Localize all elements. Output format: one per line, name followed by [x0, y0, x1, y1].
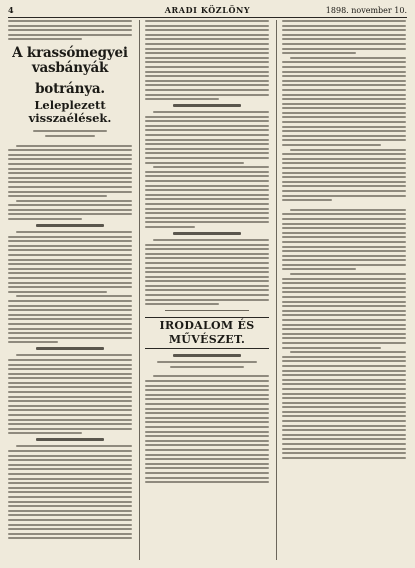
section-banner: IRODALOM ÉS MŰVÉSZET. [145, 317, 269, 349]
column-1 [8, 20, 132, 560]
masthead [8, 5, 407, 18]
article-subheadline: Leleplezett visszaélések. [28, 98, 112, 126]
column-2 [145, 20, 269, 560]
section-body [145, 354, 269, 483]
text-block [8, 20, 132, 40]
article-body [8, 130, 132, 539]
article-headline-cont: botránya. [35, 81, 105, 98]
page-number: 4 [8, 5, 14, 15]
article-body [145, 20, 269, 305]
column-rule [139, 20, 140, 560]
article-headline: A krassómegyei vasbányák [12, 45, 128, 77]
article-body [282, 20, 406, 459]
column-rule [276, 20, 277, 560]
section-divider [165, 310, 249, 311]
newspaper-title: ARADI KÖZLÖNY [164, 5, 251, 15]
issue-date: 1898. november 10. [325, 6, 407, 15]
column-3 [282, 20, 406, 560]
